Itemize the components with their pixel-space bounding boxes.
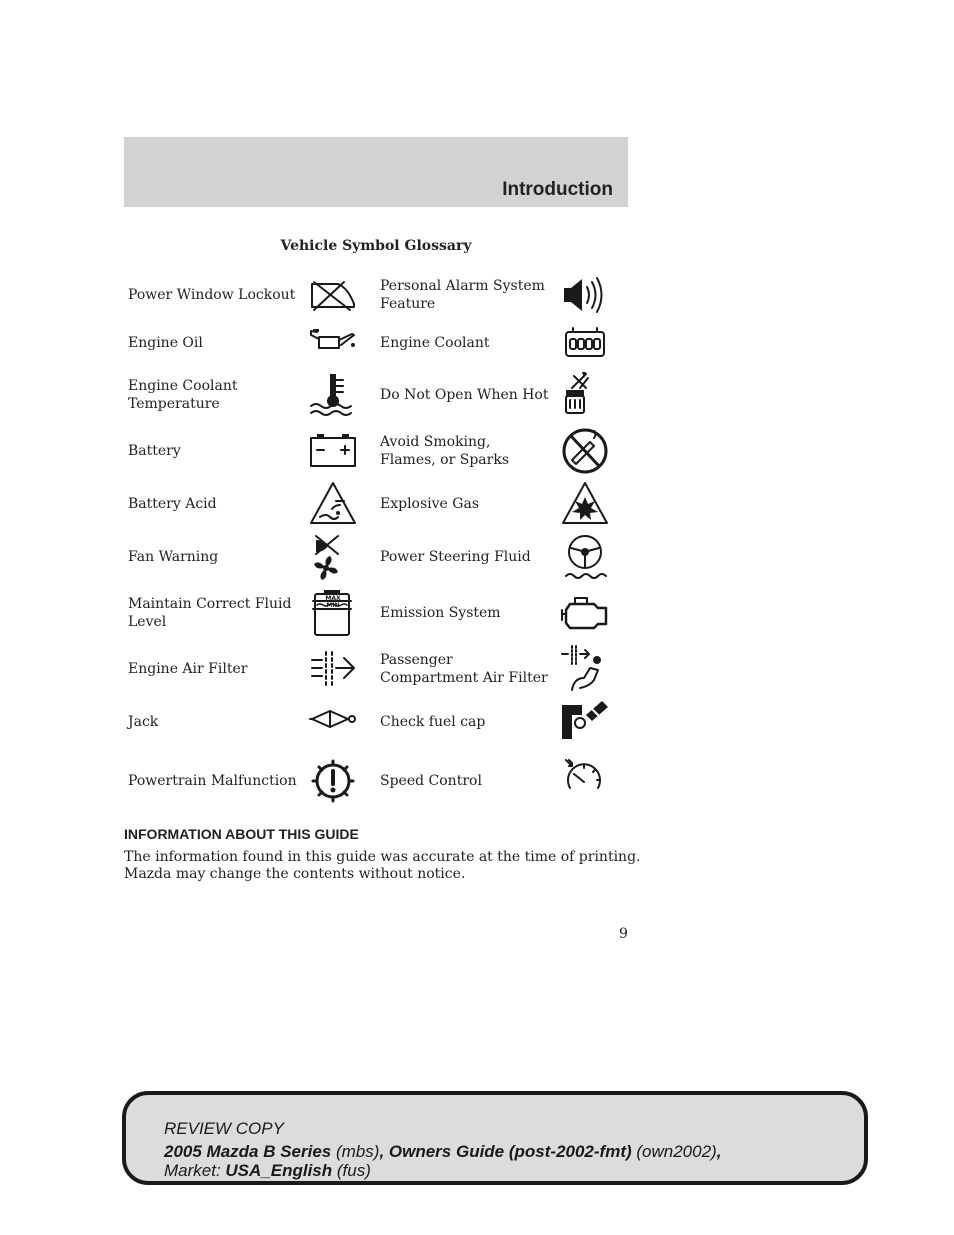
no-smoking-icon	[560, 426, 610, 476]
do-not-open-hot-icon	[560, 370, 610, 420]
glossary-label: Engine Air Filter	[128, 661, 248, 677]
glossary-label: Speed Control	[380, 773, 482, 789]
section-title: Introduction	[502, 179, 613, 200]
power-steering-icon	[560, 532, 610, 582]
info-line: Mazda may change the contents without notice.	[124, 866, 466, 882]
review-market: USA_English	[225, 1161, 333, 1180]
fuel-cap-icon	[560, 697, 610, 747]
glossary-label: Power Steering Fluid	[380, 549, 531, 565]
glossary-label: Personal Alarm System Feature	[380, 278, 545, 312]
fluid-min-label: MIN	[326, 602, 340, 609]
review-separator: ,	[716, 1142, 722, 1161]
window-lockout-icon	[308, 270, 358, 320]
review-market-line	[164, 1161, 371, 1181]
review-market-label: Market:	[164, 1161, 226, 1180]
glossary-label: Engine Coolant	[380, 335, 490, 351]
battery-acid-icon	[308, 479, 358, 529]
section-heading: INFORMATION ABOUT THIS GUIDE	[124, 826, 359, 842]
glossary-label: Engine Coolant Temperature	[128, 378, 238, 412]
glossary-row	[124, 370, 628, 420]
coolant-radiator-icon	[560, 318, 610, 368]
glossary-row	[124, 426, 628, 476]
review-market-code: (fus)	[332, 1161, 371, 1180]
review-guide: Owners Guide (post-2002-fmt)	[388, 1142, 632, 1161]
emission-engine-icon	[560, 588, 610, 638]
alarm-speaker-icon	[560, 270, 610, 320]
review-title: REVIEW COPY	[164, 1119, 284, 1138]
glossary-label: Emission System	[380, 605, 501, 621]
glossary-label: Power Window Lockout	[128, 287, 296, 303]
review-product-line	[164, 1142, 721, 1162]
glossary-label: Explosive Gas	[380, 496, 480, 512]
glossary-label: Battery Acid	[128, 496, 217, 512]
page-number: 9	[619, 926, 628, 942]
info-paragraph	[124, 849, 641, 883]
glossary-label: Avoid Smoking, Flames, or Sparks	[380, 434, 510, 468]
review-model-code: (mbs)	[331, 1142, 380, 1161]
battery-icon	[308, 426, 358, 476]
glossary-label: Powertrain Malfunction	[128, 773, 297, 789]
glossary-row	[124, 644, 628, 694]
review-separator: ,	[379, 1142, 389, 1161]
glossary-row	[124, 270, 628, 320]
glossary-row	[124, 588, 628, 638]
glossary-row	[124, 697, 628, 747]
glossary-label: Maintain Correct Fluid Level	[128, 596, 292, 630]
oil-can-icon	[308, 318, 358, 368]
section-header	[124, 137, 628, 207]
powertrain-malfunction-icon	[308, 756, 358, 806]
glossary-label: Battery	[128, 443, 181, 459]
info-line: The information found in this guide was accurate at the time of printing.	[124, 849, 641, 865]
glossary-label: Check fuel cap	[380, 714, 486, 730]
explosive-gas-icon	[560, 479, 610, 529]
review-copy-box	[122, 1091, 868, 1185]
glossary-label: Engine Oil	[128, 335, 203, 351]
glossary-row	[124, 532, 628, 582]
glossary-label: Passenger Compartment Air Filter	[380, 652, 548, 686]
glossary-label: Fan Warning	[128, 549, 219, 565]
review-model: 2005 Mazda B Series	[164, 1142, 332, 1161]
glossary-row	[124, 756, 628, 806]
fluid-level-icon	[308, 588, 358, 638]
fan-warning-icon	[308, 532, 358, 582]
glossary-row	[124, 318, 628, 368]
speed-control-icon	[560, 756, 610, 806]
jack-icon	[308, 697, 358, 747]
air-filter-icon	[308, 644, 358, 694]
glossary-label: Jack	[128, 714, 159, 730]
cabin-air-filter-icon	[560, 644, 610, 694]
glossary-label: Do Not Open When Hot	[380, 387, 549, 403]
review-guide-code: (own2002)	[631, 1142, 717, 1161]
glossary-title: Vehicle Symbol Glossary	[280, 238, 472, 254]
coolant-temperature-icon	[308, 370, 358, 420]
fluid-max-label: MAX	[325, 595, 341, 602]
glossary-row	[124, 479, 628, 529]
